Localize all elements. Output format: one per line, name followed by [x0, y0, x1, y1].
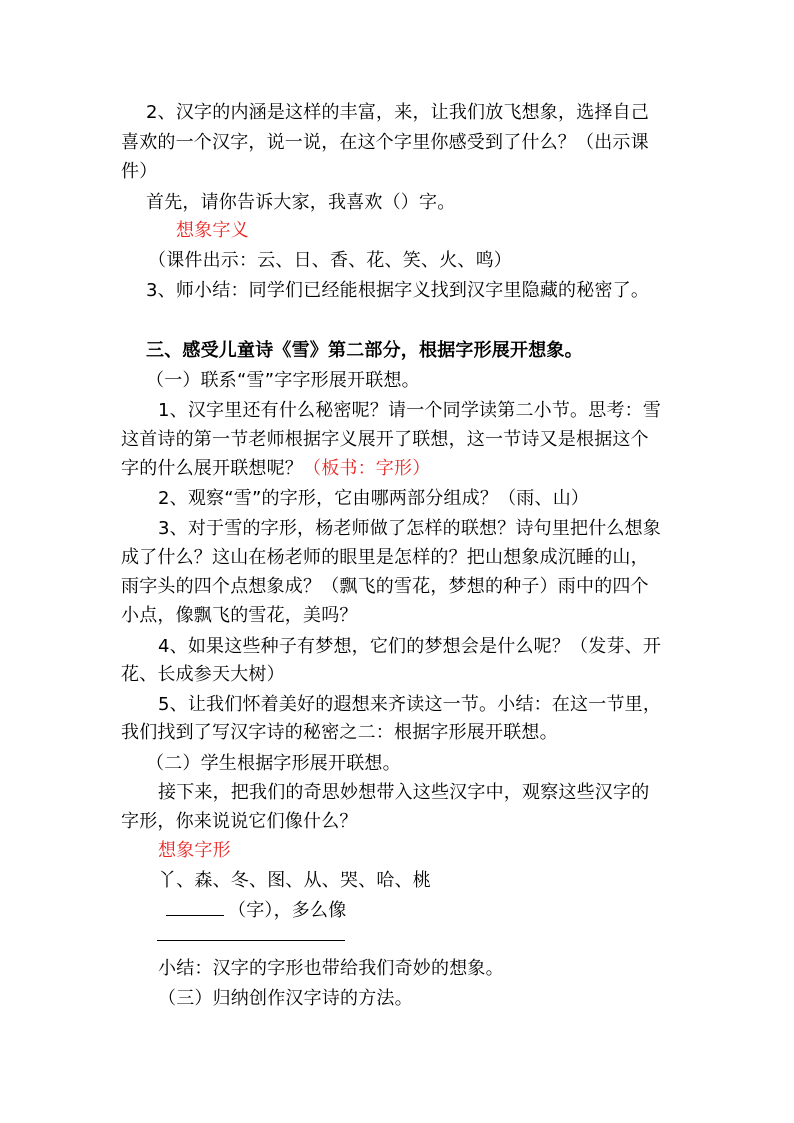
subsection-1: （一）联系“雪”字字形展开联想。 — [146, 370, 420, 391]
fill-in-suffix: （字），多么像 — [228, 900, 347, 921]
question-3-line-2: 成了什么？这山在杨老师的眼里是怎样的？把山想象成沉睡的山， — [121, 547, 649, 568]
question-1-text: 字的什么展开联想呢？ — [121, 458, 303, 479]
subsection-3: （三）归纳创作汉字诗的方法。 — [158, 988, 413, 1009]
next-step-line-1: 接下来，把我们的奇思妙想带入这些汉字中，观察这些汉字的 — [158, 782, 650, 803]
question-4-line-1: 4、如果这些种子有梦想，它们的梦想会是什么呢？（发芽、开 — [158, 636, 662, 657]
board-note-shape: （板书：字形） — [303, 458, 431, 479]
subsection-2: （二）学生根据字形展开联想。 — [146, 753, 401, 774]
question-4-line-2: 花、长成参天大树） — [121, 664, 285, 685]
heading-imagine-meaning: 想象字义 — [176, 220, 249, 241]
question-5-line-2: 我们找到了写汉字诗的秘密之二：根据字形展开联想。 — [121, 722, 558, 743]
question-3-line-3: 雨字头的四个点想象成？（飘飞的雪花，梦想的种子）雨中的四个 — [121, 576, 649, 597]
courseware-chars: （课件出示：云、日、香、花、笑、火、鸣） — [148, 250, 512, 271]
question-1-line-1: 1、汉字里还有什么秘密呢？请一个同学读第二小节。思考：雪 — [158, 400, 662, 421]
question-1-line-3 — [121, 457, 430, 481]
character-list: 丫、森、冬、图、从、哭、哈、桃 — [158, 870, 431, 891]
question-3-line-1: 3、对于雪的字形，杨老师做了怎样的联想？诗句里把什么想象 — [158, 518, 662, 539]
item-2-line-3: 件） — [121, 161, 158, 182]
item-2-line-1: 2、汉字的内涵是这样的丰富，来，让我们放飞想象，选择自己 — [146, 102, 650, 123]
question-2: 2、观察“雪”的字形，它由哪两部分组成？（雨、山） — [158, 488, 590, 509]
heading-imagine-shape: 想象字形 — [158, 840, 231, 861]
question-1-line-2: 这首诗的第一节老师根据字义展开了联想，这一节诗又是根据这个 — [121, 429, 649, 450]
answer-blank — [166, 897, 224, 916]
fill-in-line — [166, 897, 346, 923]
first-prompt: 首先，请你告诉大家，我喜欢（）字。 — [146, 192, 456, 213]
question-3-line-4: 小点，像飘飞的雪花，美吗？ — [121, 605, 358, 626]
section-3-title: 三、感受儿童诗《雪》第二部分，根据字形展开想象。 — [146, 340, 583, 361]
shape-summary: 小结：汉字的字形也带给我们奇妙的想象。 — [158, 958, 504, 979]
answer-rule-line — [157, 940, 345, 941]
next-step-line-2: 字形，你来说说它们像什么？ — [121, 811, 358, 832]
teacher-summary-3: 3、师小结：同学们已经能根据字义找到汉字里隐藏的秘密了。 — [146, 280, 650, 301]
item-2-line-2: 喜欢的一个汉字，说一说，在这个字里你感受到了什么？（出示课 — [121, 132, 649, 153]
question-5-line-1: 5、让我们怀着美好的遐想来齐读这一节。小结：在这一节里， — [158, 694, 662, 715]
